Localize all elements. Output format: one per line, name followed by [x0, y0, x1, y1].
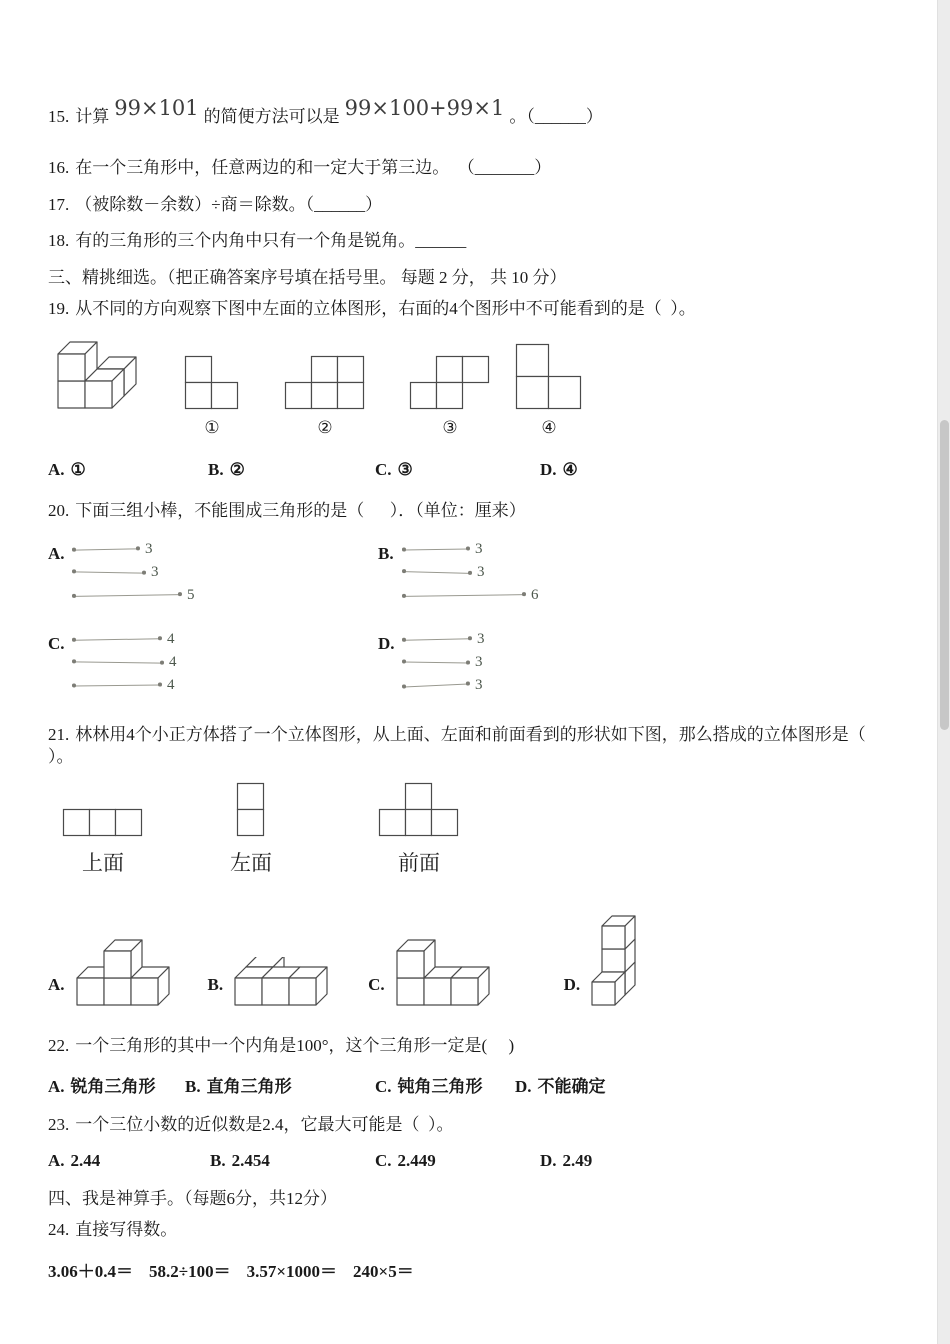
section-3-title: 三、精挑细选。（把正确答案序号填在括号里。 每题 2 分， 共 10 分） [48, 267, 567, 287]
q21-option-a-figure [74, 939, 172, 1009]
q19-option-b-value: ② [229, 459, 245, 479]
question-18 [48, 230, 890, 252]
q20-group-c [48, 631, 378, 694]
q22-option-c-label: C. [375, 1077, 392, 1097]
question-21-number: 21. [48, 724, 70, 744]
scrollbar[interactable] [937, 0, 950, 1344]
q19-figure-3 [409, 355, 491, 438]
q19-figure-1-label: ① [204, 417, 220, 437]
question-15 [48, 96, 890, 129]
q21-left-view [230, 782, 272, 877]
question-15-number: 15. [48, 107, 70, 126]
q21-option-c [368, 939, 492, 1009]
q19-option-c-label: C. [375, 459, 392, 479]
question-20-text: 下面三组小棒，不能围成三角形的是（ ）．（单位：厘来） [75, 500, 526, 520]
stick-line [404, 571, 470, 574]
formula-99x100-plus-99x1: 99×100+99×1 [344, 96, 505, 120]
q19-option-a-value: ① [70, 459, 86, 479]
q19-view-2-figure [284, 355, 366, 411]
question-16-number: 16. [48, 158, 70, 178]
q22-option-d-label: D. [515, 1077, 532, 1097]
stick [74, 677, 177, 694]
q21-option-c-label: C. [368, 975, 385, 995]
q21-option-a-label: A. [48, 975, 65, 995]
stick-length: 3 [477, 631, 485, 648]
q22-option-b-label: B. [185, 1077, 201, 1097]
stick-line [74, 639, 160, 642]
q19-view-3-figure [409, 355, 491, 411]
q21-option-a [48, 939, 172, 1009]
q19-option-a [48, 460, 208, 480]
stick-length: 3 [475, 654, 483, 671]
q23-option-b-value: 2.454 [231, 1151, 270, 1171]
question-18-number: 18. [48, 231, 70, 251]
stick-length: 6 [531, 587, 539, 604]
stick-line [404, 684, 468, 688]
q23-option-d-label: D. [540, 1151, 557, 1171]
q19-figure-2 [284, 355, 366, 438]
q19-figures [48, 336, 890, 438]
stick-length: 3 [145, 541, 153, 558]
q21-views [48, 782, 890, 877]
q20-group-b-sticks [404, 541, 539, 604]
q22-option-c [375, 1072, 515, 1097]
q23-option-a [48, 1151, 210, 1171]
stick-line [74, 549, 138, 551]
q20-group-a [48, 541, 378, 604]
question-15-text-mid: 的简便方法可以是 [203, 107, 340, 126]
q19-figure-4-label: ④ [541, 417, 557, 437]
q19-option-b-label: B. [208, 459, 224, 479]
q19-option-d-value: ④ [562, 459, 578, 479]
q21-option-d [564, 913, 640, 1009]
q19-option-c-value: ③ [397, 459, 413, 479]
q20-group-c-sticks [74, 631, 177, 694]
question-17-text: （被除数－余数）÷商＝除数。（______） [75, 195, 383, 215]
q21-option-d-label: D. [563, 975, 581, 995]
q22-option-d-value: 不能确定 [537, 1077, 606, 1097]
q21-option-d-figure [589, 913, 639, 1009]
q19-option-d-label: D. [540, 459, 557, 479]
question-21-text: 林林用4个小正方体搭了一个立体图形，从上面、左面和前面看到的形状如下图，那么搭成的立体图形是（ ）。 [48, 724, 875, 766]
stick [404, 564, 539, 581]
stick [404, 654, 485, 671]
question-23 [48, 1114, 890, 1136]
stick-line [74, 685, 160, 687]
q20-group-a-sticks [74, 541, 195, 604]
question-15-answer-blank: 。（______） [509, 107, 603, 126]
question-15-text: 计算 [75, 107, 110, 126]
q23-option-b [210, 1151, 375, 1171]
q22-option-c-value: 钝角三角形 [397, 1077, 483, 1097]
q21-top-view-figure [62, 808, 144, 838]
q24-problem-4: 240×5＝ [353, 1262, 414, 1282]
q21-top-view-label: 上面 [82, 851, 124, 876]
question-16-text: 在一个三角形中，任意两边的和一定大于第三边。 （_______） [75, 158, 552, 178]
q19-options [48, 460, 890, 480]
question-19-number: 19. [48, 298, 70, 318]
q19-option-d [540, 460, 578, 480]
q23-option-c-label: C. [375, 1151, 392, 1171]
stick-line [404, 595, 524, 598]
stick-length: 3 [475, 677, 483, 694]
q19-figure-3-label: ③ [442, 417, 458, 437]
q21-option-b [208, 957, 331, 1009]
q21-front-view-label: 前面 [398, 851, 440, 876]
q20-group-b-label: B. [378, 543, 394, 563]
stick-length: 3 [151, 564, 159, 581]
q23-option-c [375, 1151, 540, 1171]
question-16 [48, 157, 890, 179]
section-3-heading [48, 267, 890, 289]
q22-option-b [185, 1072, 375, 1097]
question-20-number: 20. [48, 500, 70, 520]
stick-length: 3 [477, 564, 485, 581]
q23-option-d-value: 2.49 [562, 1151, 593, 1171]
question-24 [48, 1219, 890, 1241]
formula-99x101: 99×101 [114, 96, 199, 120]
question-17-number: 17. [48, 195, 70, 215]
stick [74, 654, 177, 671]
stick-line [404, 639, 470, 642]
stick-length: 4 [169, 654, 177, 671]
q21-options [48, 913, 890, 1009]
stick-length: 3 [475, 541, 483, 558]
question-18-text: 有的三角形的三个内角中只有一个角是锐角。______ [75, 231, 467, 251]
question-23-number: 23. [48, 1115, 70, 1135]
q19-figure-1 [184, 355, 240, 438]
q22-option-a [48, 1072, 185, 1097]
q19-solid-cubes-figure [54, 336, 142, 414]
question-23-text: 一个三位小数的近似数是2.4，它最大可能是（ ）。 [75, 1115, 454, 1135]
q24-problems [48, 1257, 890, 1282]
q20-group-c-label: C. [48, 633, 65, 653]
question-24-text: 直接写得数。 [75, 1220, 178, 1240]
q20-group-a-label: A. [48, 543, 65, 563]
stick-line [74, 594, 180, 597]
stick-line [74, 572, 144, 574]
q19-option-c [375, 460, 540, 480]
question-17 [48, 194, 890, 216]
stick-line [74, 662, 162, 664]
q21-option-b-figure [232, 957, 330, 1009]
q23-option-a-value: 2.44 [70, 1151, 101, 1171]
q21-option-b-label: B. [207, 975, 224, 995]
stick [74, 541, 195, 558]
q19-option-a-label: A. [48, 459, 65, 479]
q21-top-view [62, 808, 144, 877]
q19-view-1-figure [184, 355, 240, 411]
q20-group-d [378, 631, 890, 694]
stick-length: 5 [187, 587, 195, 604]
q21-left-view-label: 左面 [230, 851, 272, 876]
q23-option-a-label: A. [48, 1151, 65, 1171]
q23-option-d [540, 1151, 592, 1171]
q21-left-view-figure [236, 782, 266, 838]
stick [404, 677, 485, 694]
q19-figure-4 [515, 343, 583, 438]
stick [404, 587, 539, 604]
section-4-heading [48, 1188, 890, 1210]
section-4-title: 四、我是神算手。（每题6分，共12分） [48, 1189, 337, 1209]
stick [404, 631, 485, 648]
q22-option-b-value: 直角三角形 [206, 1077, 292, 1097]
scrollbar-thumb[interactable] [940, 420, 949, 730]
q19-view-4-figure [515, 343, 583, 411]
q22-option-d [515, 1072, 606, 1097]
q21-option-c-figure [394, 939, 492, 1009]
q21-front-view-figure [378, 782, 460, 838]
q22-options [48, 1072, 890, 1097]
stick-line [404, 549, 468, 551]
question-20 [48, 500, 890, 522]
q20-group-d-label: D. [378, 633, 395, 653]
q24-problem-2: 58.2÷100＝ [149, 1262, 231, 1282]
q19-figure-2-label: ② [317, 417, 333, 437]
stick [74, 564, 195, 581]
question-21 [48, 724, 890, 768]
stick [404, 541, 539, 558]
question-22-number: 22. [48, 1036, 70, 1056]
q19-option-b [208, 460, 375, 480]
q24-problem-1: 3.06＋0.4＝ [48, 1262, 133, 1282]
q20-stick-groups [48, 541, 890, 694]
stick [74, 587, 195, 604]
q20-group-b [378, 541, 890, 604]
stick-length: 4 [167, 677, 175, 694]
question-24-number: 24. [48, 1220, 70, 1240]
q23-option-c-value: 2.449 [397, 1151, 436, 1171]
question-19-text: 从不同的方向观察下图中左面的立体图形，右面的4个图形中不可能看到的是（ ）。 [75, 298, 696, 318]
q22-option-a-label: A. [48, 1077, 65, 1097]
q20-group-d-sticks [404, 631, 485, 694]
q21-front-view [378, 782, 460, 877]
stick-line [404, 662, 468, 664]
question-19 [48, 298, 890, 320]
q24-problem-3: 3.57×1000＝ [246, 1262, 338, 1282]
q23-option-b-label: B. [210, 1151, 226, 1171]
q23-options [48, 1151, 890, 1171]
question-22-text: 一个三角形的其中一个内角是100°，这个三角形一定是( ) [75, 1036, 515, 1056]
q22-option-a-value: 锐角三角形 [70, 1077, 156, 1097]
question-22 [48, 1035, 890, 1057]
stick [74, 631, 177, 648]
stick-length: 4 [167, 631, 175, 648]
